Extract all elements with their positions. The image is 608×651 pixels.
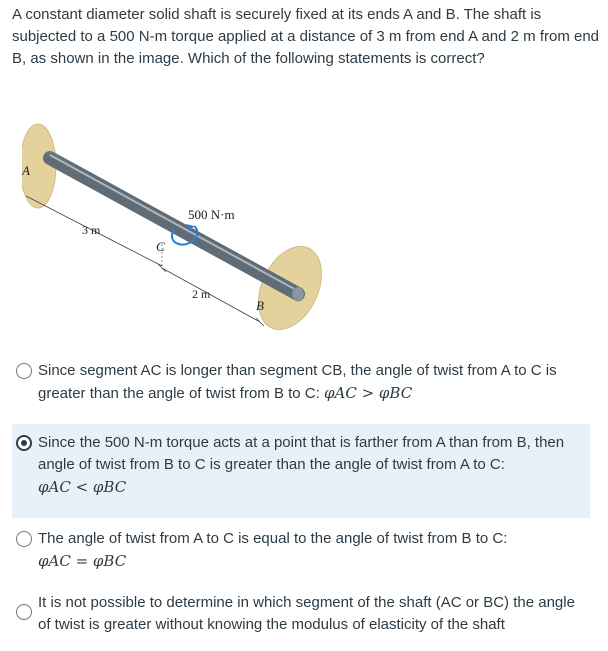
radio-option-4[interactable] xyxy=(16,604,32,620)
option-2-text: Since the 500 N-m torque acts at a point that is farther from A than from B, then angle of twist from B to C is greater than the angle of twist from A to C: xyxy=(38,434,565,473)
radio-option-3[interactable] xyxy=(16,531,32,547)
option-3-text: The angle of twist from A to C is equal to the angle of twist from B to C: xyxy=(38,530,508,547)
answer-option-1[interactable] xyxy=(12,356,590,416)
dimension-label-2m: 2 m xyxy=(192,287,211,301)
question-text: A constant diameter solid shaft is securely fixed at its ends A and B. The shaft is subjected to a 500 N-m torque applied at a distance of 3 m from end A and 2 m from end B, as shown in the image. Which of the following statements is correct? xyxy=(12,6,600,67)
label-b: B xyxy=(256,298,264,313)
dimension-line-2m xyxy=(162,268,260,322)
option-1-text: Since segment AC is longer than segment CB, the angle of twist from A to C is greater than the angle of twist from B to C: xyxy=(38,362,557,402)
radio-option-1[interactable] xyxy=(16,363,32,379)
label-c: C xyxy=(156,239,165,254)
answer-option-2[interactable] xyxy=(12,424,590,518)
shaft-diagram xyxy=(22,118,322,338)
label-a: A xyxy=(22,163,30,178)
option-1-formula: φAC > φBC xyxy=(323,384,413,402)
shaft-end xyxy=(292,287,304,301)
radio-option-2[interactable] xyxy=(16,435,32,451)
option-4-text: It is not possible to determine in which segment of the shaft (AC or BC) the angle of twist is greater without knowing the modulus of elasticity of the shaft xyxy=(38,594,575,633)
shaft-figure xyxy=(22,118,322,338)
option-3-formula: φAC = φBC xyxy=(38,552,127,570)
option-2-formula: φAC < φBC xyxy=(38,478,127,496)
answer-option-4[interactable] xyxy=(12,590,590,646)
dimension-label-3m: 3 m xyxy=(82,223,101,237)
answer-option-3[interactable] xyxy=(12,524,590,584)
torque-label: 500 N·m xyxy=(188,207,235,222)
